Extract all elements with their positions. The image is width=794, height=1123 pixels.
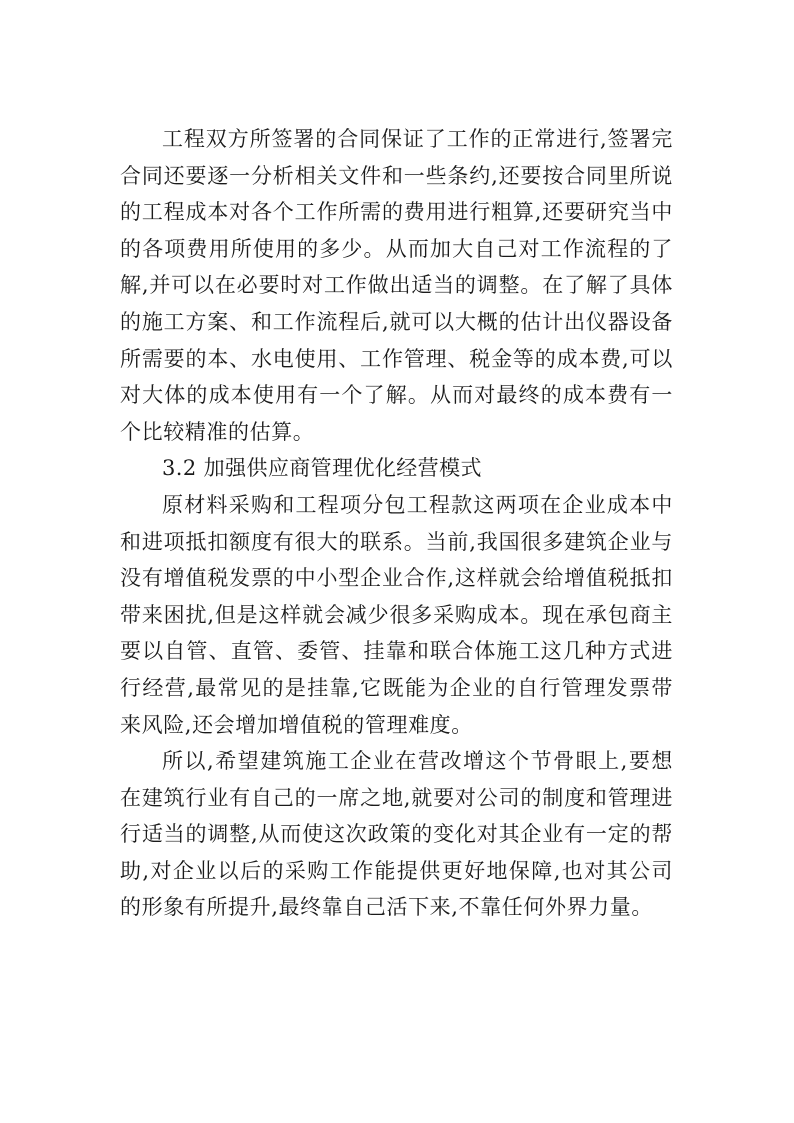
paragraph-conclusion: 所以,希望建筑施工企业在营改增这个节骨眼上,要想在建筑行业有自己的一席之地,就要对公司的制度和管理进行适当的调整,从而使这次政策的变化对其企业有一定的帮助,对企业以后的采购工作能提供更好地保障,也对其公司的形象有所提升,最终靠自己活下来,不靠任何外界力量。 [120, 749, 673, 920]
section-heading: 3.2 加强供应商管理优化经营模式 [162, 456, 482, 481]
paragraph-contract-analysis: 工程双方所签署的合同保证了工作的正常进行,签署完合同还要逐一分析相关文件和一些条约,还要按合同里所说的工程成本对各个工作所需的费用进行粗算,还要研究当中的各项费用所使用的多少。从而加大自己对工作流程的了解,并可以在必要时对工作做出适当的调整。在了解了具体的施工方案、和工作流程后,就可以大概的估计出仪器设备所需要的本、水电使用、工作管理、税金等的成本费,可以对大体的成本使用有一个了解。从而对最终的成本费有一个比较精准的估算。 [120, 127, 673, 444]
paragraph-procurement: 原材料采购和工程项分包工程款这两项在企业成本中和进项抵扣额度有很大的联系。当前,我国很多建筑企业与没有增值税发票的中小型企业合作,这样就会给增值税抵扣带来困扰,但是这样就会减少很多采购成本。现在承包商主要以自管、直管、委管、挂靠和联合体施工这几种方式进行经营,最常见的是挂靠,它既能为企业的自行管理发票带来风险,还会增加增值税的管理难度。 [120, 492, 673, 737]
document-page [120, 121, 673, 926]
